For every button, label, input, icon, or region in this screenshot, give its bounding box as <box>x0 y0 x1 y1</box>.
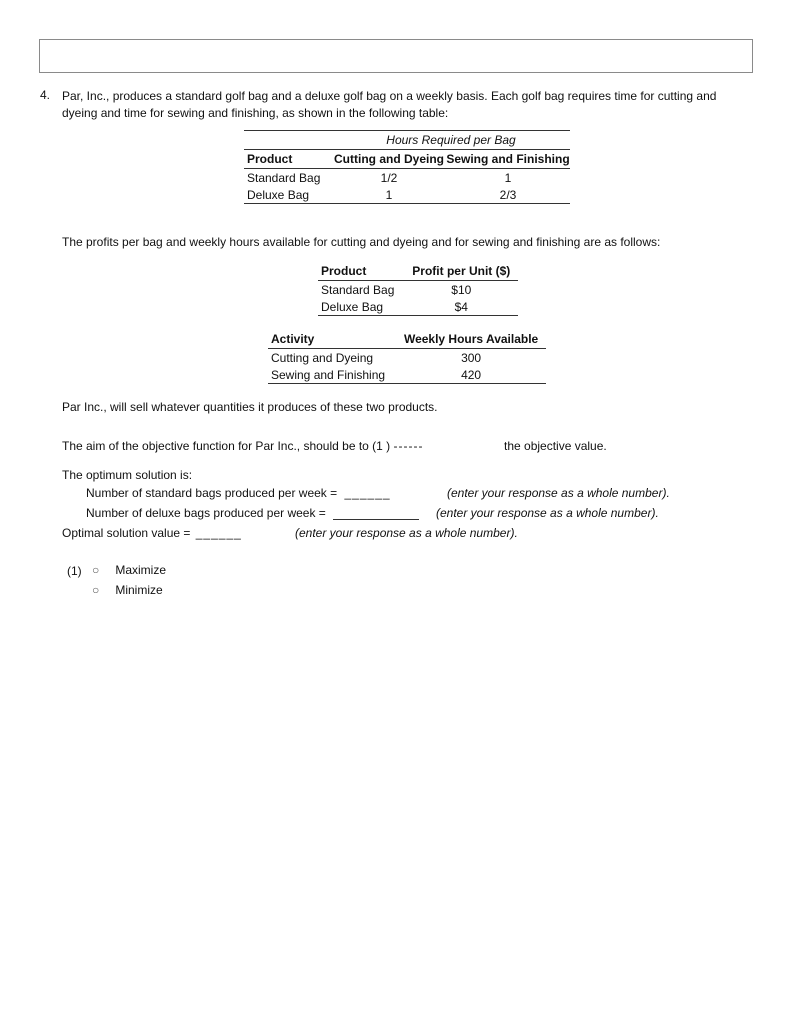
standard-bags-input[interactable]: ______ <box>344 486 391 500</box>
table-row: Sewing and Finishing 420 <box>271 367 482 382</box>
profits-intro: The profits per bag and weekly hours available for cutting and dyeing and for sewing and finishing are as follows: <box>62 235 661 249</box>
choice-label: Maximize <box>115 563 167 577</box>
table-row: Deluxe Bag 1 2/3 <box>247 187 517 202</box>
hours-group-header: Hours Required per Bag <box>386 133 516 147</box>
answer-box <box>39 39 753 73</box>
radio-icon[interactable]: ○ <box>92 583 100 597</box>
deluxe-bags-line <box>86 506 419 520</box>
question-number: 4. <box>40 88 51 102</box>
solution-value-label: Optimal solution value = <box>62 526 191 540</box>
solution-value-line <box>62 526 242 540</box>
choice-maximize[interactable] <box>92 563 166 577</box>
standard-bags-label: Number of standard bags produced per week = <box>86 486 338 500</box>
table-row: Standard Bag 1/2 1 <box>247 170 512 185</box>
aim-suffix: the objective value. <box>504 439 607 453</box>
choices-label: (1) <box>67 564 82 578</box>
standard-bags-hint: (enter your response as a whole number). <box>447 486 670 500</box>
radio-icon[interactable]: ○ <box>92 563 100 577</box>
profit-col-product: Product <box>321 264 367 278</box>
hours-table <box>244 130 570 204</box>
activity-col-activity: Activity <box>271 332 315 346</box>
hours-col-sewing: Sewing and Finishing <box>446 152 570 166</box>
activity-col-hours: Weekly Hours Available <box>403 332 539 346</box>
solution-value-input[interactable]: ______ <box>195 526 242 540</box>
aim-dropdown[interactable]: ------ <box>393 439 424 453</box>
table-row: Standard Bag $10 <box>321 282 472 297</box>
aim-prefix: The aim of the objective function for Par Inc., should be to (1 ) <box>62 439 391 453</box>
deluxe-bags-hint: (enter your response as a whole number). <box>436 506 659 520</box>
standard-bags-line <box>86 486 391 500</box>
deluxe-bags-input[interactable] <box>333 507 419 520</box>
table-row: Cutting and Dyeing 300 <box>271 350 482 365</box>
profit-col-profit: Profit per Unit ($) <box>412 264 511 278</box>
choice-minimize[interactable] <box>92 583 163 597</box>
aim-line <box>62 439 424 453</box>
profit-table <box>318 262 518 316</box>
deluxe-bags-label: Number of deluxe bags produced per week = <box>86 506 326 520</box>
activity-table <box>268 330 546 384</box>
table-row: Deluxe Bag $4 <box>321 299 468 314</box>
question-intro: Par, Inc., produces a standard golf bag and a deluxe golf bag on a weekly basis. Each golf bag requires time for cutting and dyeing and time for sewing and finishing, as shown in the following table: <box>62 89 717 120</box>
hours-col-cutting: Cutting and Dyeing <box>334 152 444 166</box>
choice-label: Minimize <box>115 583 163 597</box>
optimum-heading: The optimum solution is: <box>62 468 193 482</box>
hours-col-product: Product <box>247 152 293 166</box>
sell-statement: Par Inc., will sell whatever quantities it produces of these two products. <box>62 400 438 414</box>
solution-value-hint: (enter your response as a whole number). <box>295 526 518 540</box>
